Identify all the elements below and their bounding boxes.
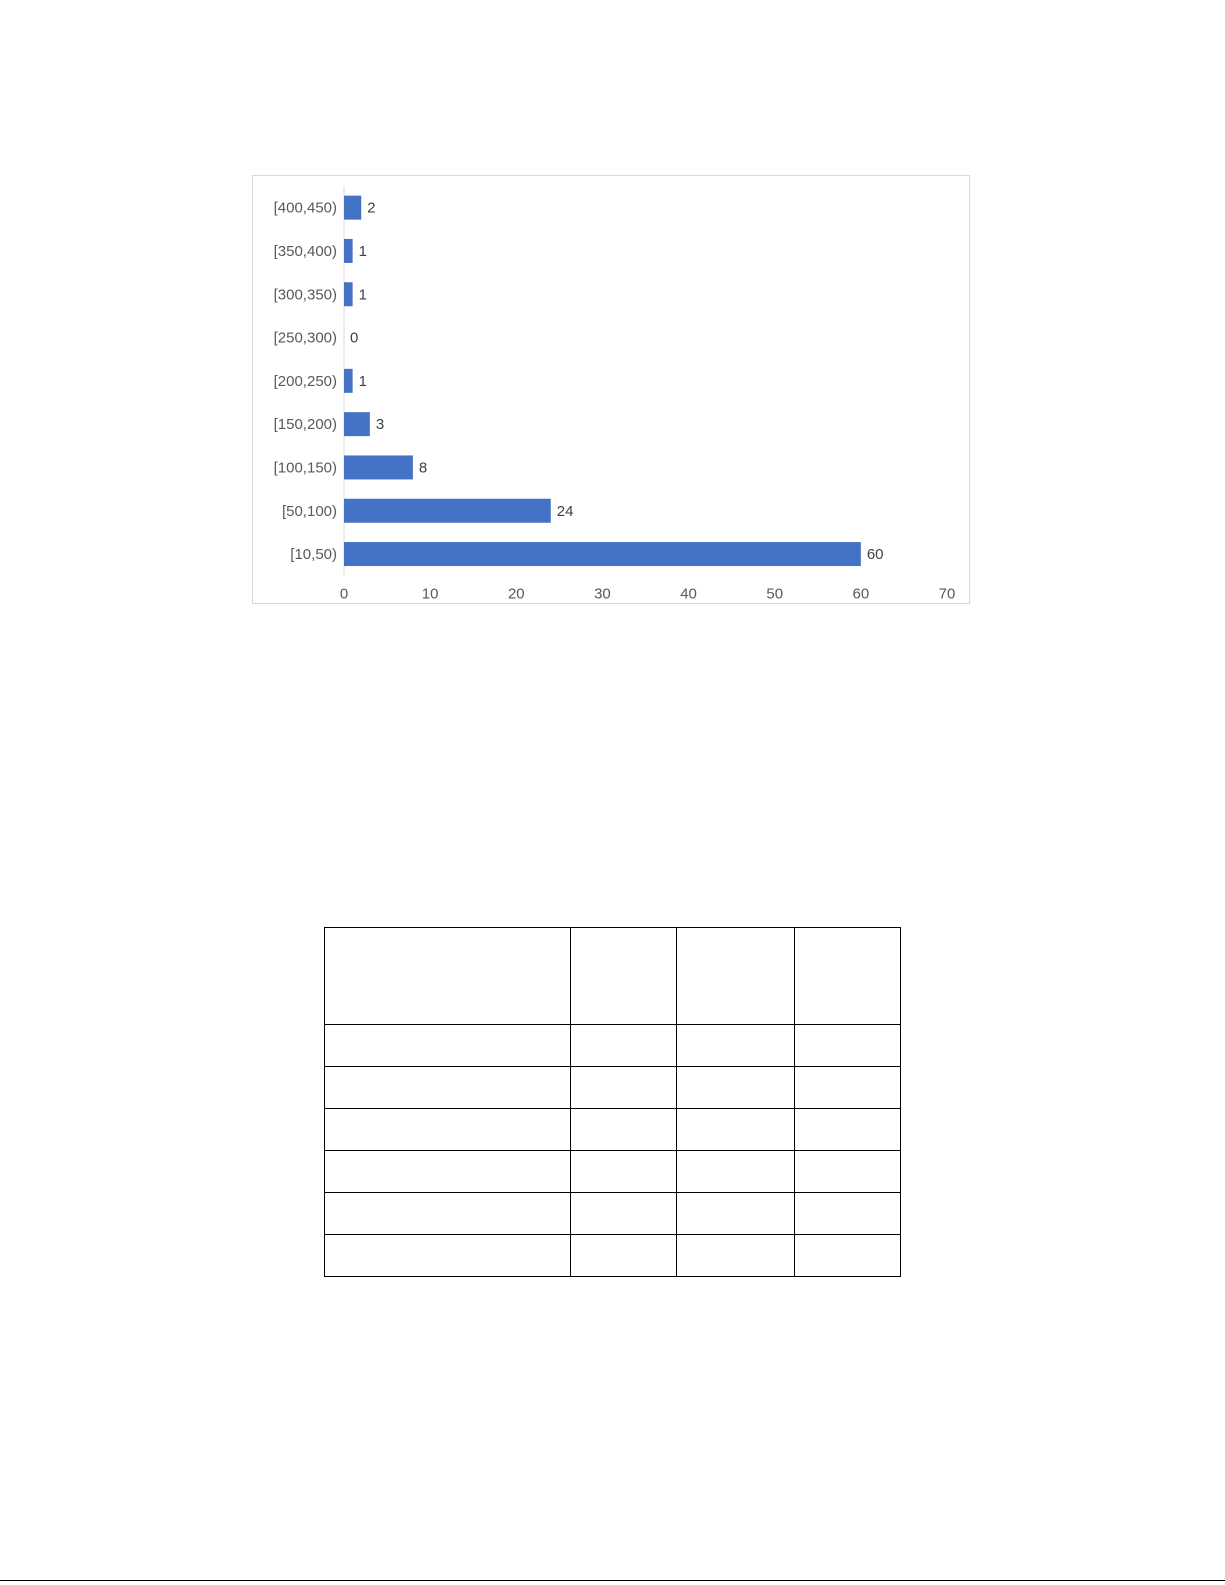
category-label: [300,350): [273, 286, 337, 304]
table-cell: [325, 1235, 571, 1277]
category-label: [100,150): [273, 459, 337, 477]
table-cell: [677, 1109, 795, 1151]
table-header-row: [325, 928, 901, 1025]
bar-1: [344, 499, 551, 523]
table-cell: [325, 1067, 571, 1109]
bar-3: [344, 412, 370, 436]
table-cell: [677, 928, 795, 1025]
bar-0: [344, 542, 861, 566]
chart-canvas: [253, 176, 971, 605]
category-label: [200,250): [273, 372, 337, 390]
table-cell: [571, 1109, 677, 1151]
table-row: [325, 1109, 901, 1151]
data-label: 3: [375, 416, 385, 434]
data-label: 24: [556, 502, 574, 520]
x-tick-label: 0: [339, 585, 349, 603]
bar-chart: [252, 175, 970, 604]
table-cell: [677, 1067, 795, 1109]
table-row: [325, 1025, 901, 1067]
bar-6: [344, 282, 353, 306]
x-tick-label: 70: [938, 585, 956, 603]
x-tick-label: 30: [594, 585, 611, 603]
table-row: [325, 1235, 901, 1277]
table-cell: [571, 928, 677, 1025]
x-tick-label: 50: [766, 585, 784, 603]
data-label: 1: [358, 242, 367, 260]
x-tick-label: 60: [852, 585, 870, 603]
table-cell: [325, 1151, 571, 1193]
x-tick-label: 20: [507, 585, 525, 603]
bar-4: [344, 369, 353, 393]
data-table: [324, 927, 901, 1277]
table-row: [325, 1151, 901, 1193]
category-label: [400,450): [273, 199, 337, 217]
table-cell: [795, 1067, 901, 1109]
table-cell: [325, 928, 571, 1025]
table-cell: [795, 928, 901, 1025]
category-label: [250,300): [273, 329, 337, 347]
table-cell: [795, 1151, 901, 1193]
bar-7: [344, 239, 353, 263]
data-label: 1: [358, 372, 367, 390]
data-label: 8: [418, 459, 428, 477]
table-cell: [325, 1193, 571, 1235]
bar-2: [344, 455, 413, 479]
table-cell: [677, 1193, 795, 1235]
table-cell: [571, 1151, 677, 1193]
x-tick-label: 10: [421, 585, 439, 603]
category-label: [50,100): [281, 502, 337, 520]
data-label: 60: [866, 546, 884, 564]
table-cell: [571, 1067, 677, 1109]
table-cell: [677, 1235, 795, 1277]
table-row: [325, 1193, 901, 1235]
table-cell: [325, 1025, 571, 1067]
table-cell: [571, 1235, 677, 1277]
data-label: 1: [358, 286, 367, 304]
bar-8: [344, 196, 361, 220]
data-label: 2: [367, 199, 376, 217]
category-label: [10,50): [290, 546, 337, 564]
table-cell: [795, 1235, 901, 1277]
table-cell: [795, 1193, 901, 1235]
table-cell: [325, 1109, 571, 1151]
table-row: [325, 1067, 901, 1109]
page-bottom-rule: [0, 1580, 1225, 1581]
data-label: 0: [350, 329, 359, 347]
table-cell: [571, 1025, 677, 1067]
category-label: [350,400): [273, 242, 337, 260]
table-cell: [795, 1109, 901, 1151]
table-cell: [571, 1193, 677, 1235]
table-cell: [677, 1151, 795, 1193]
category-label: [150,200): [273, 416, 337, 434]
x-tick-label: 40: [680, 585, 697, 603]
table-cell: [795, 1025, 901, 1067]
table-cell: [677, 1025, 795, 1067]
